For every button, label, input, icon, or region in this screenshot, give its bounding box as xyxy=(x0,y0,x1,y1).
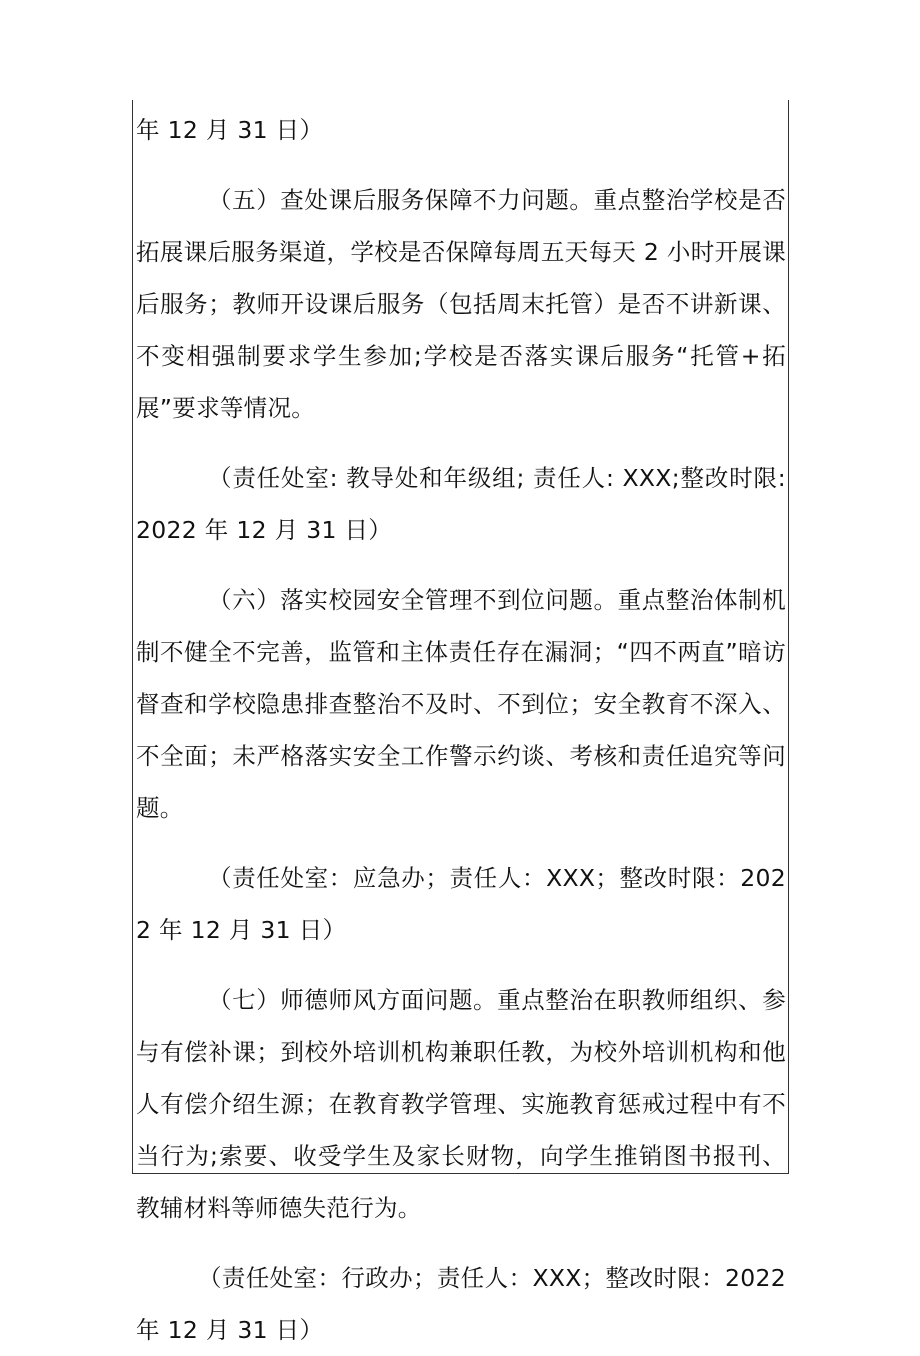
paragraph-gap xyxy=(136,156,786,174)
item-5-paragraph: （五）查处课后服务保障不力问题。重点整治学校是否拓展课后服务渠道，学校是否保障每周五天每天 2 小时开展课后服务；教师开设课后服务（包括周末托管）是否不讲新课、不变相强制要求学生参加;学校是否落实课后服务“托管+拓展”要求等情况。 xyxy=(136,186,786,422)
paragraph-gap xyxy=(136,556,786,574)
document-body xyxy=(136,104,786,1356)
paragraph-gap xyxy=(136,1234,786,1252)
item-6-paragraph: （六）落实校园安全管理不到位问题。重点整治体制机制不健全不完善，监管和主体责任存在漏洞；“四不两直”暗访督查和学校隐患排查整治不及时、不到位；安全教育不深入、不全面；未严格落实安全工作警示约谈、考核和责任追究等问题。 xyxy=(136,586,786,822)
responsibility-line-5: （责任处室: 教导处和年级组; 责任人: XXX;整改时限: 2022 年 12 月 31 日） xyxy=(136,464,786,544)
item-7-paragraph: （七）师德师风方面问题。重点整治在职教师组织、参与有偿补课；到校外培训机构兼职任教，为校外培训机构和他人有偿介绍生源；在教育教学管理、实施教育惩戒过程中有不当行为;索要、收受学生及家长财物，向学生推销图书报刊、教辅材料等师德失范行为。 xyxy=(136,986,786,1222)
paragraph-gap xyxy=(136,834,786,852)
paragraph-gap xyxy=(136,434,786,452)
responsibility-line-6: （责任处室：应急办；责任人：XXX；整改时限：2022 年 12 月 31 日） xyxy=(136,864,786,944)
responsibility-line-4-continued: 年 12 月 31 日） xyxy=(136,116,324,144)
paragraph-gap xyxy=(136,956,786,974)
responsibility-line-7: （责任处室：行政办；责任人：XXX；整改时限：2022 年 12 月 31 日） xyxy=(136,1264,786,1344)
